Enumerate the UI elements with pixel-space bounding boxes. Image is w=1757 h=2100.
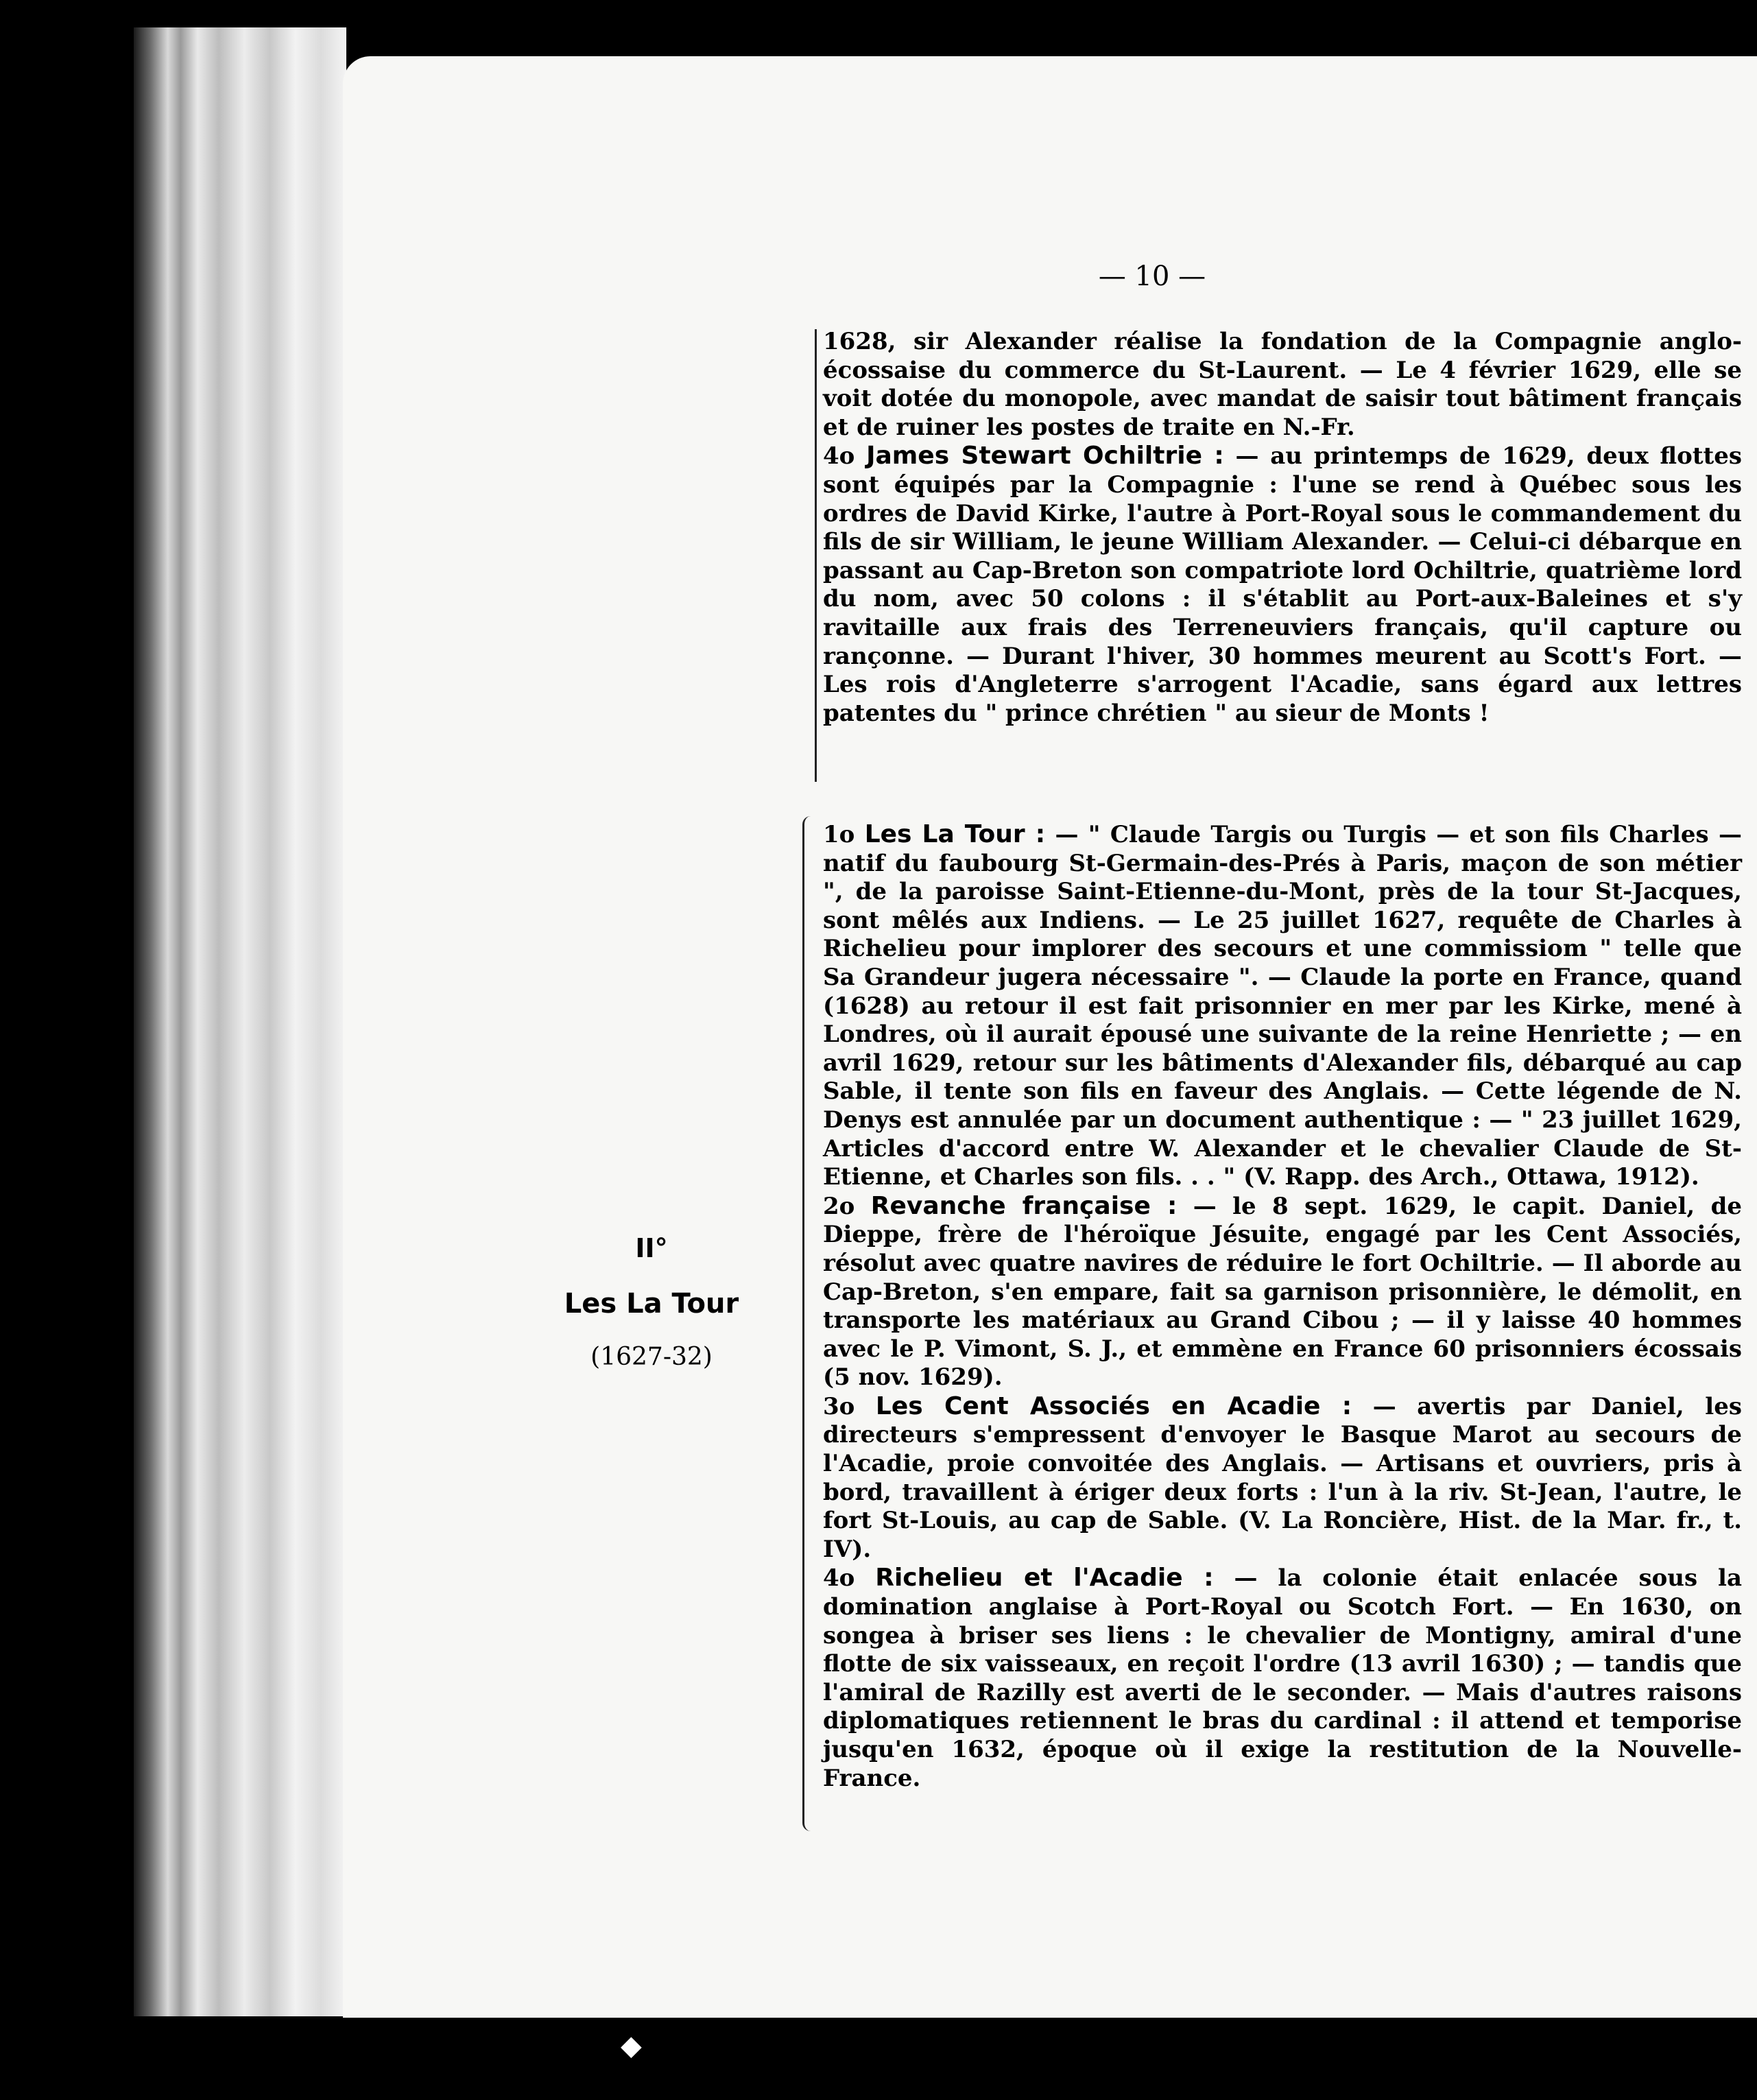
paragraph-item (823, 1192, 1742, 1392)
text-block-upper (823, 328, 1742, 728)
item-text: — au printemps de 1629, deux flottes sont équipés par la Compagnie : l'une se rend à Québec sous les ordres de David Kirke, l'autre à Port-Royal sous le commandement du fils de sir William, le jeune William Alexander. — Celui-ci débarque en passant au Cap-Breton son compatriote lord Ochiltrie, quatrième lord du nom, avec 50 colons : il s'établit au Port-aux-Baleines et s'y ravitaille aux frais des Terreneuviers français, qu'il capture ou rançonne. — Durant l'hiver, 30 hommes meurent au Scott's Fort. — Les rois d'Angleterre s'arrogent l'Acadie, sans égard aux lettres patentes du " prince chrétien " au sieur de Monts ! (823, 442, 1743, 727)
item-number: 3o (823, 1392, 855, 1420)
paragraph-item (823, 1392, 1742, 1564)
item-text: — la colonie était enlacée sous la domination anglaise à Port-Royal ou Scotch Fort. — En 1630, on songea à briser ses liens : le chevalier de Montigny, amiral d'une flotte de six vaisseaux, en reçoit l'ordre (13 avril 1630) ; — tandis que l'amiral de Razilly est averti de le seconder. — Mais d'autres raisons diplomatiques retiennent le bras du cardinal : il attend et temporise jusqu'en 1632, époque où il exige la restitution de la Nouvelle-France. (823, 1564, 1743, 1792)
paragraph-continued: 1628, sir Alexander réalise la fondation de la Compagnie anglo-écossaise du commerce du St-Laurent. — Le 4 février 1629, elle se voit dotée du monopole, avec mandat de saisir tout bâtiment français et de ruiner les postes de traite en N.-Fr. (823, 328, 1742, 441)
lower-bracket (802, 816, 814, 1831)
item-heading: Richelieu et l'Acadie : (875, 1564, 1214, 1592)
item-number: 1o (823, 821, 855, 848)
paragraph-item (823, 820, 1742, 1192)
item-text: — le 8 sept. 1629, le capit. Daniel, de Dieppe, frère de l'héroïque Jésuite, engagé par les Cent Associés, résolut avec quatre navires de réduire le fort Ochiltrie. — Il aborde au Cap-Breton, s'en empare, fait sa garnison prisonnière, le démolit, en transporte les matériaux au Grand Cibou ; — il y laisse 40 hommes avec le P. Vimont, S. J., et emmène en France 60 prisonniers écossais (5 nov. 1629). (823, 1192, 1743, 1392)
text-block-lower (823, 820, 1742, 1793)
book-spine (134, 27, 346, 2016)
item-heading: Revanche française : (870, 1191, 1178, 1220)
margin-numeral: II° (635, 1233, 668, 1263)
item-heading: Les Cent Associés en Acadie : (875, 1392, 1352, 1420)
item-heading: James Stewart Ochiltrie : (866, 442, 1224, 470)
item-text: — " Claude Targis ou Turgis — et son fils Charles — natif du faubourg St-Germain-des-Prés à Paris, maçon de son métier ", de la paroisse Saint-Etienne-du-Mont, près de la tour St-Jacques, sont mêlés aux Indiens. — Le 25 juillet 1627, requête de Charles à Richelieu pour implorer des secours et une commissiom " telle que Sa Grandeur jugera nécessaire ". — Claude la porte en France, quand (1628) au retour il est fait prisonnier en mer par les Kirke, mené à Londres, où il aurait épousé une suivante de la reine Henriette ; — en avril 1629, retour sur les bâtiments d'Alexander fils, débarqué au cap Sable, il tente son fils en faveur des Anglais. — Cette légende de N. Denys est annulée par un document authentique : — " 23 juillet 1629, Articles d'accord entre W. Alexander et le chevalier Claude de St-Etienne, et Charles son fils. . . " (V. Rapp. des Arch., Ottawa, 1912). (823, 821, 1742, 1191)
item-number: 4o (823, 442, 855, 470)
margin-dates: (1627-32) (590, 1343, 713, 1371)
paragraph-item (823, 442, 1742, 728)
page-number: — 10 — (1098, 261, 1206, 292)
margin-title: Les La Tour (564, 1288, 739, 1320)
item-heading: Les La Tour : (864, 820, 1046, 848)
paragraph-item (823, 1564, 1742, 1793)
item-text: — avertis par Daniel, les directeurs s'empressent d'envoyer le Basque Marot au secours de l'Acadie, proie convoitée des Anglais. — Artisans et ouvriers, pris à bord, travaillent à ériger deux forts : l'un à la riv. St-Jean, l'autre, le fort St-Louis, au cap de Sable. (V. La Roncière, Hist. de la Mar. fr., t. IV). (823, 1392, 1743, 1563)
item-number: 2o (823, 1192, 855, 1220)
film-artifact-mark: ◆ (621, 2030, 642, 2062)
item-number: 4o (823, 1564, 855, 1592)
